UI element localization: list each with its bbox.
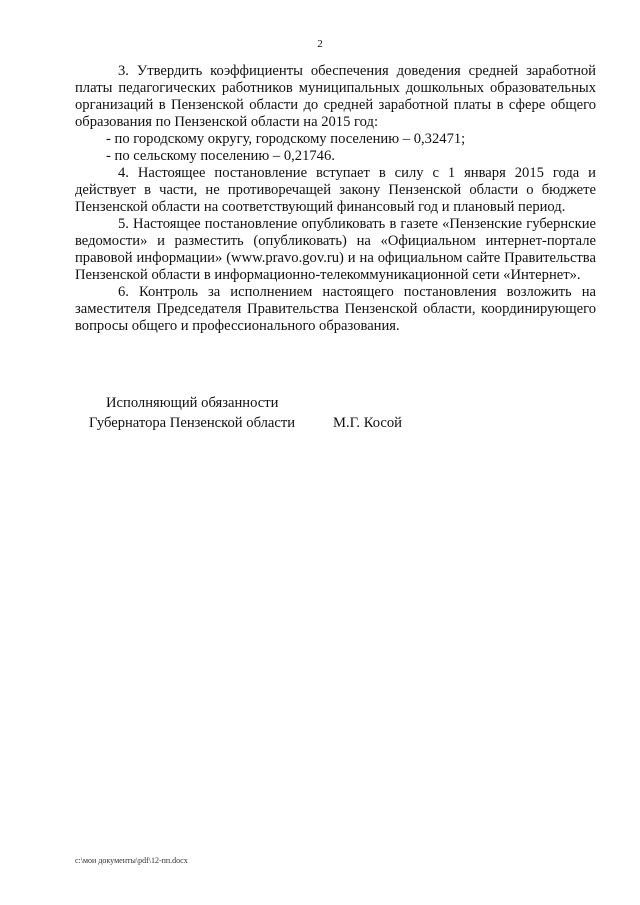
signatory-name: М.Г. Косой	[333, 415, 402, 431]
paragraph-5: 5. Настоящее постановление опубликовать в газете «Пензенские губернские ведомости» и разместить (опубликовать) на «Официальном интернет-портале правовой информации» (www.pravo.gov.ru) и на официальном сайте Правительства Пензенской области в информационно-телекоммуникационной сети «Интернет».	[75, 216, 596, 283]
signatory-title-line1: Исполняющий обязанности	[106, 395, 279, 411]
paragraph-6: 6. Контроль за исполнением настоящего постановления возложить на заместителя Председателя Правительства Пензенской области, координирующего вопросы общего и профессионального образования.	[75, 284, 596, 334]
signatory-title-line2: Губернатора Пензенской области	[89, 415, 296, 431]
page-number: 2	[317, 38, 323, 50]
document-body	[75, 63, 596, 335]
list-item-rural: - по сельскому поселению – 0,21746.	[106, 148, 335, 164]
paragraph-4: 4. Настоящее постановление вступает в силу с 1 января 2015 года и действует в части, не противоречащей закону Пензенской области о бюджете Пензенской области на соответствующий финансовый год и плановый период.	[75, 165, 596, 215]
footer-file-path: c:\мои документы\pdf\12-пп.docx	[75, 856, 188, 865]
list-item-urban: - по городскому округу, городскому поселению – 0,32471;	[106, 131, 466, 147]
paragraph-3: 3. Утвердить коэффициенты обеспечения доведения средней заработной платы педагогических работников муниципальных дошкольных образовательных организаций в Пензенской области до средней заработной платы в сфере общего образования по Пензенской области на 2015 год:	[75, 63, 596, 130]
